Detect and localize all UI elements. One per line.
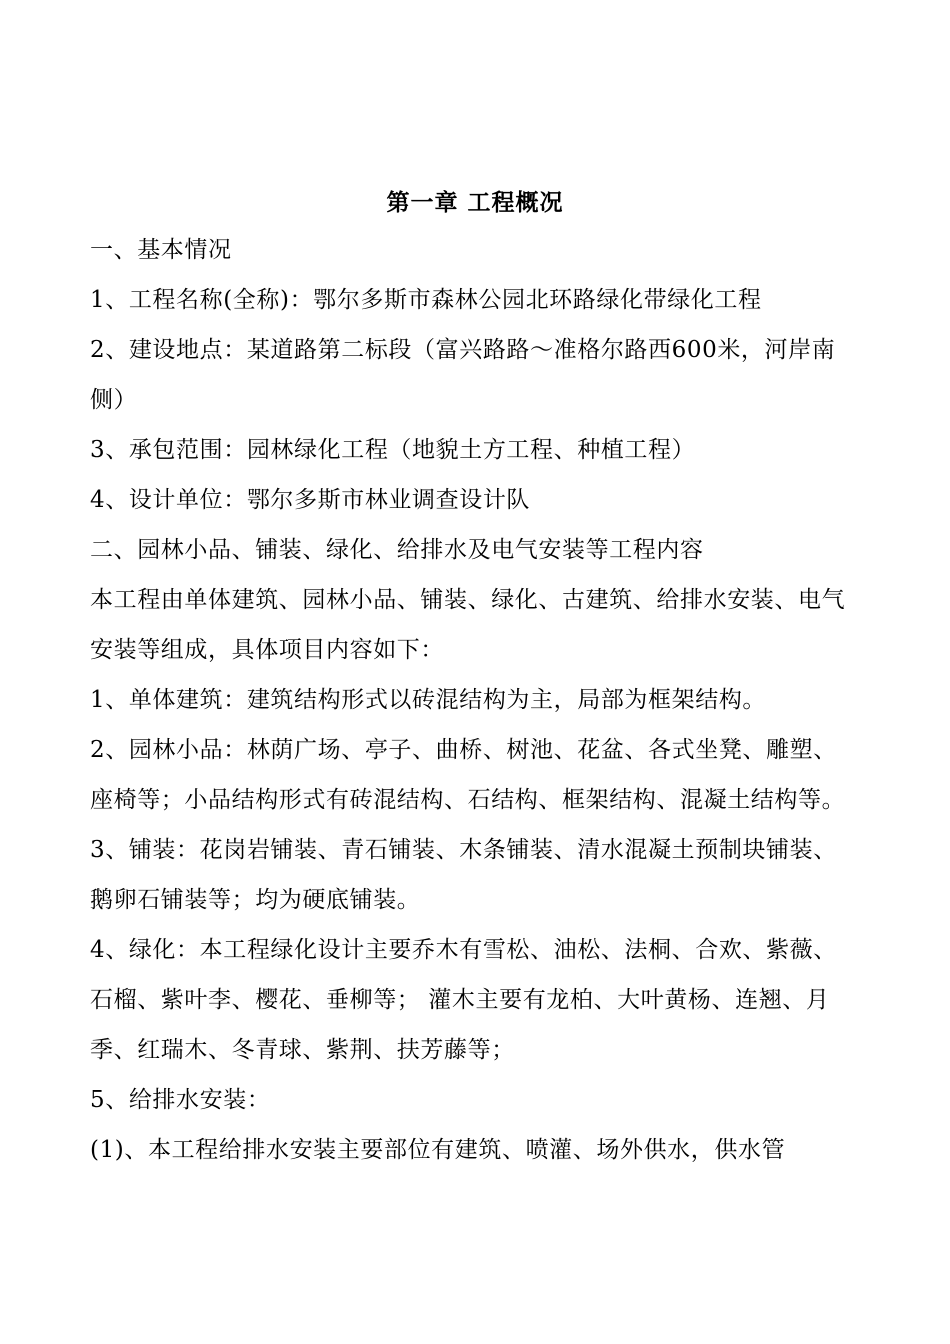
design-unit-item: 4、设计单位：鄂尔多斯市林业调查设计队 [90,487,531,513]
section-heading-basic-info: 一、基本情况 [90,237,232,263]
contract-scope-item: 3、承包范围：园林绿化工程（地貌土方工程、种植工程） [90,437,696,463]
garden-features-item: 2、园林小品：林荫广场、亭子、曲桥、树池、花盆、各式坐凳、雕塑、座椅等；小品结构形式有砖混结构、石结构、框架结构、混凝土结构等。 [90,737,846,813]
water-supply-subitem-1: (1)、本工程给排水安装主要部位有建筑、喷灌、场外供水，供水管 [90,1137,786,1163]
project-composition-paragraph: 本工程由单体建筑、园林小品、铺装、绿化、古建筑、给排水安装、电气安装等组成，具体项目内容如下： [90,587,846,663]
section-heading-works-content: 二、园林小品、铺装、绿化、给排水及电气安装等工程内容 [90,537,704,563]
document-body [90,225,860,1175]
chapter-title: 第一章 工程概况 [386,189,564,216]
greening-item: 4、绿化：本工程绿化设计主要乔木有雪松、油松、法桐、合欢、紫薇、石榴、紫叶李、樱花、垂柳等； 灌木主要有龙柏、大叶黄杨、连翘、月季、红瑞木、冬青球、紫荆、扶芳藤等； [90,937,837,1063]
construction-location-item: 2、建设地点：某道路第二标段（富兴路路～准格尔路西600米，河岸南侧） [90,337,836,413]
water-supply-drainage-item: 5、给排水安装： [90,1087,271,1113]
paving-item: 3、铺装：花岗岩铺装、青石铺装、木条铺装、清水混凝土预制块铺装、鹅卵石铺装等；均为硬底铺装。 [90,837,837,913]
project-name-item: 1、工程名称(全称)：鄂尔多斯市森林公园北环路绿化带绿化工程 [90,287,762,313]
single-building-item: 1、单体建筑：建筑结构形式以砖混结构为主，局部为框架结构。 [90,687,767,713]
